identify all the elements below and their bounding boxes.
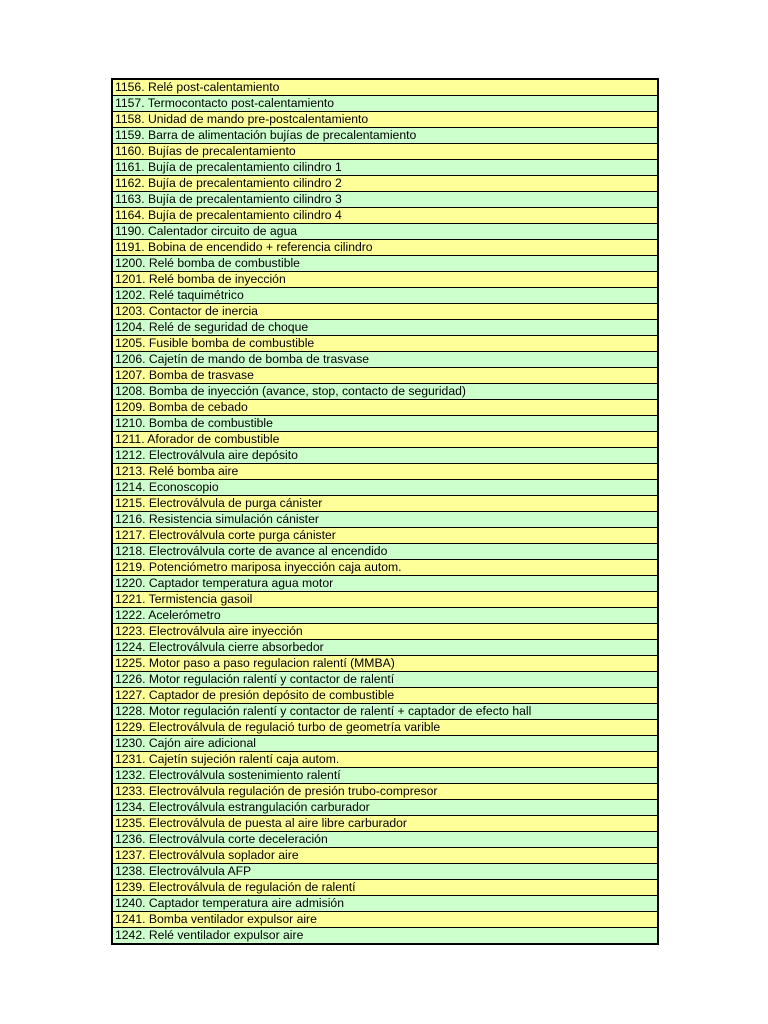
table-row: 1208. Bomba de inyección (avance, stop, contacto de seguridad): [113, 384, 657, 400]
table-row: 1231. Cajetín sujeción ralentí caja autom.: [113, 752, 657, 768]
table-row: 1239. Electroválvula de regulación de ralentí: [113, 880, 657, 896]
table-row: 1228. Motor regulación ralentí y contactor de ralentí + captador de efecto hall: [113, 704, 657, 720]
table-row: 1156. Relé post-calentamiento: [113, 80, 657, 96]
table-row: 1214. Econoscopio: [113, 480, 657, 496]
table-row: 1212. Electroválvula aire depósito: [113, 448, 657, 464]
table-row: 1232. Electroválvula sostenimiento ralentí: [113, 768, 657, 784]
table-row: 1238. Electroválvula AFP: [113, 864, 657, 880]
table-row: 1190. Calentador circuito de agua: [113, 224, 657, 240]
table-row: 1224. Electroválvula cierre absorbedor: [113, 640, 657, 656]
table-row: 1225. Motor paso a paso regulacion ralentí (MMBA): [113, 656, 657, 672]
table-row: 1202. Relé taquimétrico: [113, 288, 657, 304]
table-row: 1191. Bobina de encendido + referencia cilindro: [113, 240, 657, 256]
table-row: 1211. Aforador de combustible: [113, 432, 657, 448]
table-row: 1164. Bujía de precalentamiento cilindro 4: [113, 208, 657, 224]
table-row: 1215. Electroválvula de purga cánister: [113, 496, 657, 512]
table-row: 1213. Relé bomba aire: [113, 464, 657, 480]
table-row: 1237. Electroválvula soplador aire: [113, 848, 657, 864]
table-row: 1222. Acelerómetro: [113, 608, 657, 624]
table-row: 1210. Bomba de combustible: [113, 416, 657, 432]
table-row: 1200. Relé bomba de combustible: [113, 256, 657, 272]
table-row: 1205. Fusible bomba de combustible: [113, 336, 657, 352]
table-row: 1158. Unidad de mando pre-postcalentamiento: [113, 112, 657, 128]
table-row: 1229. Electroválvula de regulació turbo de geometría varible: [113, 720, 657, 736]
table-row: 1161. Bujía de precalentamiento cilindro 1: [113, 160, 657, 176]
table-row: 1236. Electroválvula corte deceleración: [113, 832, 657, 848]
table-row: 1206. Cajetín de mando de bomba de trasvase: [113, 352, 657, 368]
table-row: 1230. Cajón aire adicional: [113, 736, 657, 752]
table-row: 1235. Electroválvula de puesta al aire libre carburador: [113, 816, 657, 832]
table-row: 1221. Termistencia gasoil: [113, 592, 657, 608]
table-row: 1226. Motor regulación ralentí y contactor de ralentí: [113, 672, 657, 688]
table-row: 1157. Termocontacto post-calentamiento: [113, 96, 657, 112]
table-row: 1220. Captador temperatura agua motor: [113, 576, 657, 592]
table-row: 1204. Relé de seguridad de choque: [113, 320, 657, 336]
table-row: 1242. Relé ventilador expulsor aire: [113, 928, 657, 944]
table-row: 1217. Electroválvula corte purga cánister: [113, 528, 657, 544]
table-row: 1240. Captador temperatura aire admisión: [113, 896, 657, 912]
table-row: 1209. Bomba de cebado: [113, 400, 657, 416]
table-row: 1160. Bujías de precalentamiento: [113, 144, 657, 160]
table-row: 1203. Contactor de inercia: [113, 304, 657, 320]
table-row: 1163. Bujía de precalentamiento cilindro 3: [113, 192, 657, 208]
table-row: 1233. Electroválvula regulación de presión trubo-compresor: [113, 784, 657, 800]
table-row: 1223. Electroválvula aire inyección: [113, 624, 657, 640]
table-row: 1159. Barra de alimentación bujías de precalentamiento: [113, 128, 657, 144]
table-row: 1227. Captador de presión depósito de combustible: [113, 688, 657, 704]
table-row: 1201. Relé bomba de inyección: [113, 272, 657, 288]
table-row: 1207. Bomba de trasvase: [113, 368, 657, 384]
table-row: 1219. Potenciómetro mariposa inyección caja autom.: [113, 560, 657, 576]
table-row: 1216. Resistencia simulación cánister: [113, 512, 657, 528]
table-row: 1234. Electroválvula estrangulación carburador: [113, 800, 657, 816]
parts-table: [111, 78, 659, 945]
table-row: 1241. Bomba ventilador expulsor aire: [113, 912, 657, 928]
table-row: 1162. Bujía de precalentamiento cilindro 2: [113, 176, 657, 192]
table-row: 1218. Electroválvula corte de avance al encendido: [113, 544, 657, 560]
